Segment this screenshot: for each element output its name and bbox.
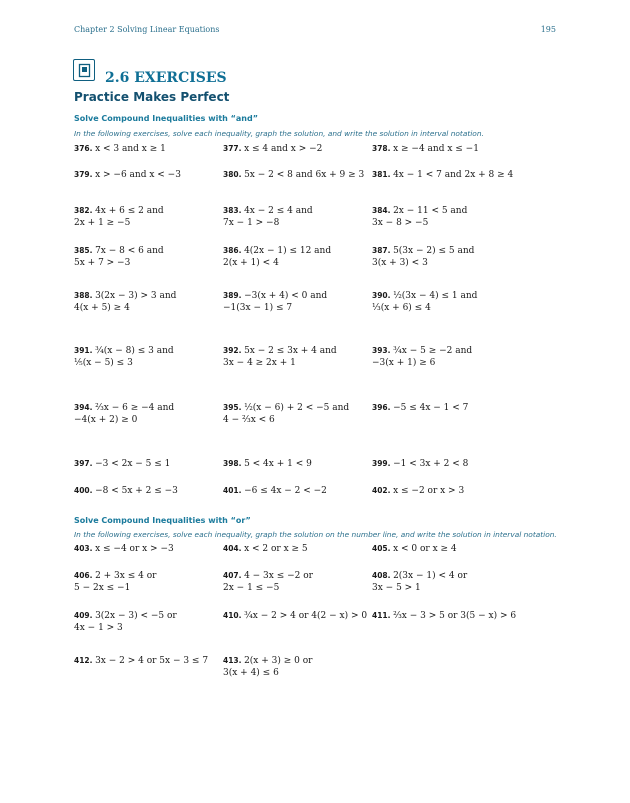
exercise-378: [372, 143, 479, 155]
exercise-text: ⅔x − 6 ≥ −4 and: [95, 403, 175, 413]
exercise-text: 3(2x − 3) > 3 and: [95, 291, 177, 301]
exercise-392: [223, 345, 337, 369]
exercise-number: 380.: [223, 170, 242, 179]
exercise-text-continued: 5x + 7 > −3: [74, 258, 131, 268]
exercise-number: 379.: [74, 170, 93, 179]
exercise-381: [372, 169, 513, 181]
exercise-text: −8 < 5x + 2 ≤ −3: [95, 486, 178, 496]
set1-heading: Solve Compound Inequalities with “and”: [74, 114, 258, 123]
exercise-number: 413.: [223, 656, 242, 665]
exercise-number: 388.: [74, 291, 93, 300]
exercise-396: [372, 402, 468, 414]
exercise-390: [372, 290, 477, 314]
exercise-text: −5 ≤ 4x − 1 < 7: [393, 403, 469, 413]
exercise-410: [223, 610, 367, 622]
exercise-number: 391.: [74, 346, 93, 355]
exercise-text: −1 < 3x + 2 < 8: [393, 459, 469, 469]
exercise-384: [372, 205, 467, 229]
exercise-text-continued: 4(x + 5) ≥ 4: [74, 303, 130, 313]
set2-instructions: In the following exercises, solve each inequality, graph the solution on the number line, and write the solution in interval notation.: [74, 530, 557, 539]
exercise-385: [74, 245, 164, 269]
exercise-text-continued: 4x − 1 > 3: [74, 623, 123, 633]
exercise-403: [74, 543, 174, 555]
exercise-number: 404.: [223, 544, 242, 553]
exercise-text: 2(x + 3) ≥ 0 or: [244, 656, 313, 666]
exercise-text-continued: 2(x + 1) < 4: [223, 258, 279, 268]
exercise-text: ¾x − 2 > 4 or 4(2 − x) > 0: [244, 611, 368, 621]
exercise-text: x < 2 or x ≥ 5: [244, 544, 308, 554]
exercise-number: 400.: [74, 486, 93, 495]
exercise-text-continued: −3(x + 1) ≥ 6: [372, 358, 436, 368]
exercise-text-continued: −4(x + 2) ≥ 0: [74, 415, 138, 425]
exercise-text: x < 3 and x ≥ 1: [95, 144, 166, 154]
exercise-number: 405.: [372, 544, 391, 553]
exercise-405: [372, 543, 457, 555]
chapter-title: Chapter 2 Solving Linear Equations: [74, 25, 220, 34]
exercise-number: 410.: [223, 611, 242, 620]
exercise-text: −6 ≤ 4x − 2 < −2: [244, 486, 327, 496]
exercise-text-continued: ⅓(x + 6) ≤ 4: [372, 303, 431, 313]
exercise-text: −3(x + 4) < 0 and: [244, 291, 328, 301]
exercise-408: [372, 570, 467, 594]
exercise-number: 397.: [74, 459, 93, 468]
exercise-377: [223, 143, 322, 155]
exercise-text-continued: 3x − 8 > −5: [372, 218, 429, 228]
exercise-number: 385.: [74, 246, 93, 255]
exercise-text-continued: 5 − 2x ≤ −1: [74, 583, 131, 593]
exercise-413: [223, 655, 312, 679]
exercise-412: [74, 655, 208, 667]
exercise-text: 4 − 3x ≤ −2 or: [244, 571, 313, 581]
exercise-text: ⅔x − 3 > 5 or 3(5 − x) > 6: [393, 611, 517, 621]
set1-instructions: In the following exercises, solve each inequality, graph the solution, and write the solution in interval notation.: [74, 129, 484, 138]
exercise-text: 7x − 8 < 6 and: [95, 246, 164, 256]
exercise-number: 398.: [223, 459, 242, 468]
exercise-383: [223, 205, 313, 229]
exercise-text-continued: 2x − 1 ≤ −5: [223, 583, 280, 593]
exercise-409: [74, 610, 177, 634]
exercise-395: [223, 402, 349, 426]
exercise-text: 2(3x − 1) < 4 or: [393, 571, 468, 581]
exercise-number: 389.: [223, 291, 242, 300]
exercise-text: ¾(x − 8) ≤ 3 and: [95, 346, 174, 356]
exercise-text: ½(3x − 4) ≤ 1 and: [393, 291, 478, 301]
exercise-text-continued: 3x − 5 > 1: [372, 583, 421, 593]
exercise-text: 4(2x − 1) ≤ 12 and: [244, 246, 332, 256]
exercise-401: [223, 485, 327, 497]
exercise-376: [74, 143, 166, 155]
exercise-text-continued: 3(x + 4) ≤ 6: [223, 668, 279, 678]
section-title: 2.6 EXERCISES: [105, 70, 227, 86]
exercise-number: 390.: [372, 291, 391, 300]
exercise-text: 2 + 3x ≤ 4 or: [95, 571, 157, 581]
exercise-397: [74, 458, 170, 470]
exercise-number: 408.: [372, 571, 391, 580]
set2-heading: Solve Compound Inequalities with “or”: [74, 516, 251, 525]
exercise-text: 5 < 4x + 1 < 9: [244, 459, 312, 469]
exercise-number: 394.: [74, 403, 93, 412]
exercise-text-continued: 7x − 1 > −8: [223, 218, 280, 228]
exercise-number: 411.: [372, 611, 391, 620]
exercise-398: [223, 458, 312, 470]
exercise-388: [74, 290, 176, 314]
exercise-402: [372, 485, 464, 497]
exercise-391: [74, 345, 174, 369]
exercise-400: [74, 485, 178, 497]
exercise-411: [372, 610, 516, 622]
exercise-number: 402.: [372, 486, 391, 495]
exercise-number: 399.: [372, 459, 391, 468]
exercise-number: 381.: [372, 170, 391, 179]
running-head: [74, 25, 556, 34]
exercise-text: x ≤ −2 or x > 3: [393, 486, 465, 496]
exercise-number: 376.: [74, 144, 93, 153]
exercise-394: [74, 402, 174, 426]
exercise-number: 392.: [223, 346, 242, 355]
exercise-number: 412.: [74, 656, 93, 665]
exercise-number: 406.: [74, 571, 93, 580]
exercise-text: 5x − 2 < 8 and 6x + 9 ≥ 3: [244, 170, 365, 180]
exercise-number: 387.: [372, 246, 391, 255]
exercise-text: 5x − 2 ≤ 3x + 4 and: [244, 346, 337, 356]
exercise-number: 382.: [74, 206, 93, 215]
exercise-number: 401.: [223, 486, 242, 495]
exercise-text-continued: 2x + 1 ≥ −5: [74, 218, 131, 228]
exercise-387: [372, 245, 474, 269]
exercise-404: [223, 543, 308, 555]
exercise-393: [372, 345, 472, 369]
exercise-407: [223, 570, 313, 594]
section-subtitle: Practice Makes Perfect: [74, 90, 230, 104]
exercise-number: 409.: [74, 611, 93, 620]
exercise-text: x > −6 and x < −3: [95, 170, 181, 180]
exercise-text: 3(2x − 3) < −5 or: [95, 611, 177, 621]
exercise-text-continued: −1(3x − 1) ≤ 7: [223, 303, 293, 313]
exercise-text: 5(3x − 2) ≤ 5 and: [393, 246, 475, 256]
exercise-382: [74, 205, 164, 229]
exercise-number: 393.: [372, 346, 391, 355]
exercise-number: 395.: [223, 403, 242, 412]
exercise-text-continued: 4 − ⅔x < 6: [223, 415, 275, 425]
exercises-icon: [73, 59, 95, 81]
exercise-text: x ≥ −4 and x ≤ −1: [393, 144, 479, 154]
exercise-text: −3 < 2x − 5 ≤ 1: [95, 459, 171, 469]
exercise-text: 2x − 11 < 5 and: [393, 206, 468, 216]
exercise-number: 403.: [74, 544, 93, 553]
exercise-number: 396.: [372, 403, 391, 412]
exercise-text: x < 0 or x ≥ 4: [393, 544, 457, 554]
exercise-text: 4x − 1 < 7 and 2x + 8 ≥ 4: [393, 170, 514, 180]
exercise-text: 3x − 2 > 4 or 5x − 3 ≤ 7: [95, 656, 209, 666]
page-number: 195: [540, 25, 556, 34]
exercise-text: 4x + 6 ≤ 2 and: [95, 206, 164, 216]
exercise-380: [223, 169, 364, 181]
exercise-text-continued: 3x − 4 ≥ 2x + 1: [223, 358, 296, 368]
exercise-406: [74, 570, 156, 594]
exercise-text-continued: 3(x + 3) < 3: [372, 258, 428, 268]
exercise-text: x ≤ 4 and x > −2: [244, 144, 323, 154]
exercise-number: 386.: [223, 246, 242, 255]
exercise-text: ½(x − 6) + 2 < −5 and: [244, 403, 350, 413]
exercise-text: ¾x − 5 ≥ −2 and: [393, 346, 473, 356]
exercise-text: 4x − 2 ≤ 4 and: [244, 206, 313, 216]
exercise-399: [372, 458, 468, 470]
exercise-text: x ≤ −4 or x > −3: [95, 544, 174, 554]
exercise-number: 384.: [372, 206, 391, 215]
exercise-389: [223, 290, 327, 314]
exercise-number: 378.: [372, 144, 391, 153]
exercise-386: [223, 245, 331, 269]
exercise-text-continued: ⅕(x − 5) ≤ 3: [74, 358, 133, 368]
exercise-number: 383.: [223, 206, 242, 215]
exercise-number: 377.: [223, 144, 242, 153]
exercise-379: [74, 169, 181, 181]
exercise-number: 407.: [223, 571, 242, 580]
